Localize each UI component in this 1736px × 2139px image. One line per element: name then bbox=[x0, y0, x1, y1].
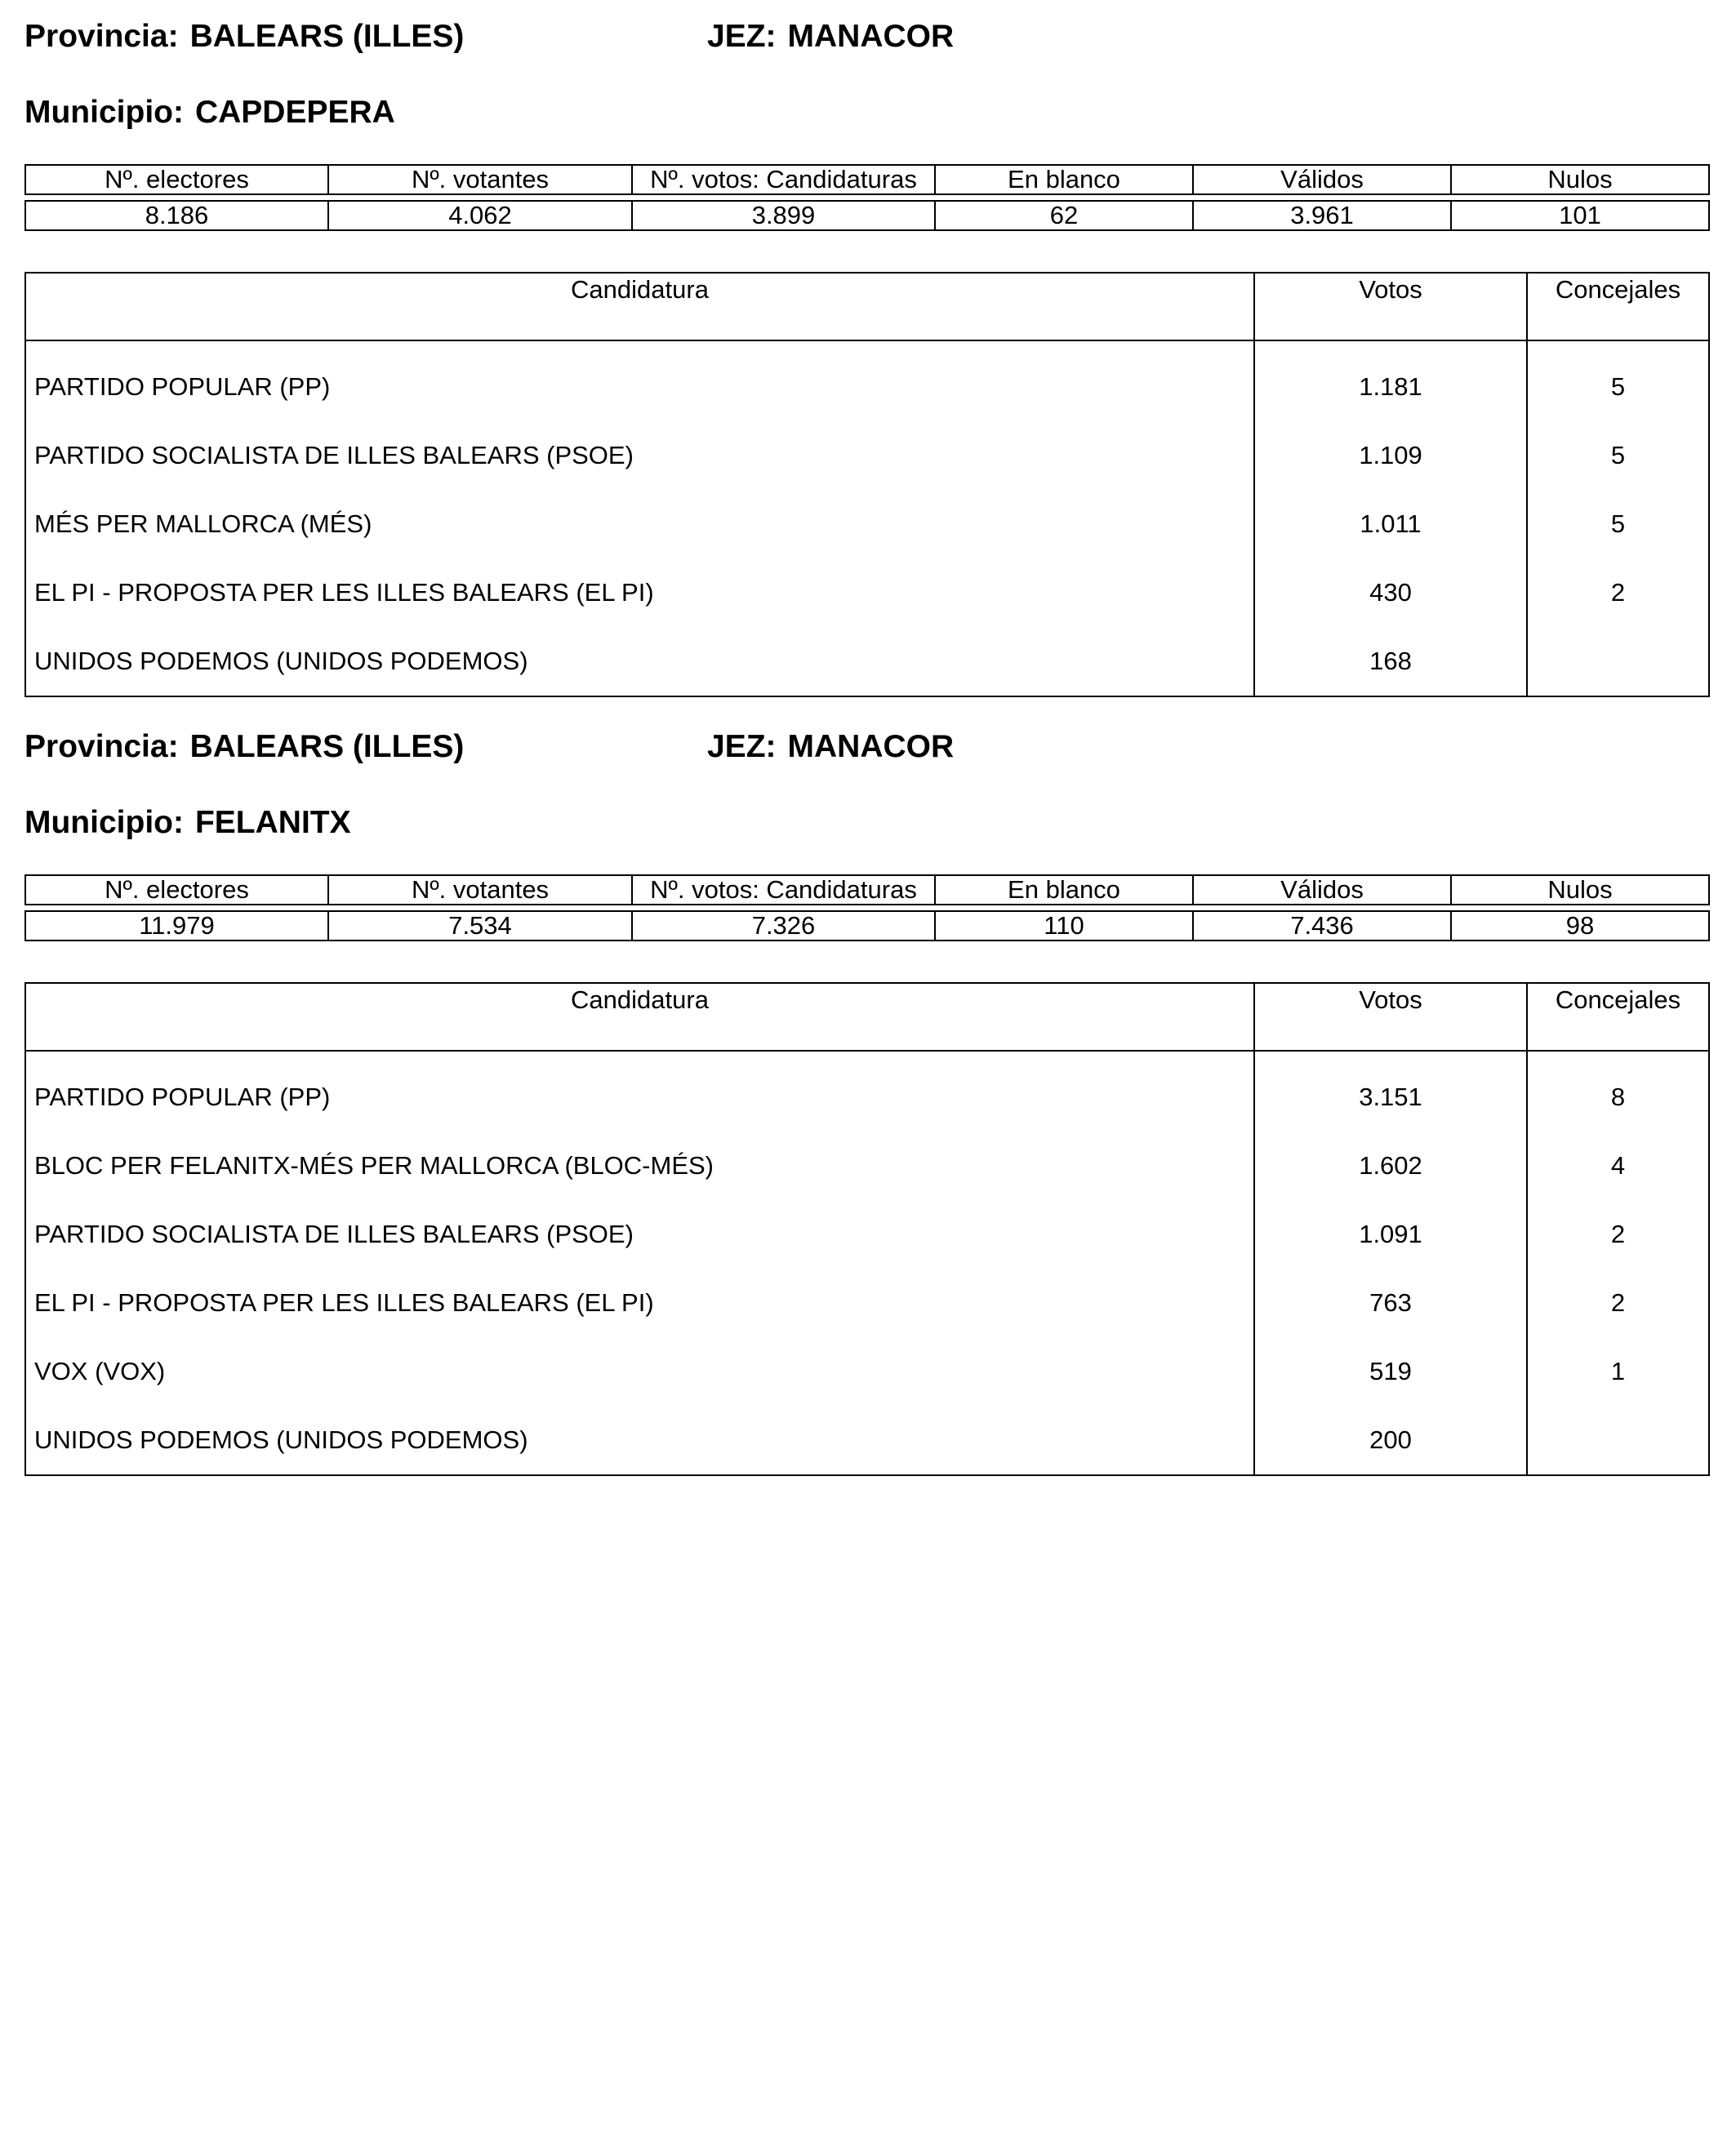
votos-cell: 1.109 bbox=[1254, 421, 1527, 490]
votos-header: Votos bbox=[1254, 273, 1527, 340]
summary-table bbox=[24, 164, 1710, 231]
candidatura-cell: BLOC PER FELANITX-MÉS PER MALLORCA (BLOC-MÉS) bbox=[34, 1151, 714, 1180]
concejales-header: Concejales bbox=[1527, 273, 1709, 340]
votos-cell: 519 bbox=[1254, 1337, 1527, 1406]
candidatura-cell: PARTIDO POPULAR (PP) bbox=[34, 372, 331, 401]
municipio-value: FELANITX bbox=[194, 805, 351, 840]
table-row bbox=[25, 1269, 1709, 1337]
concejales-cell: 5 bbox=[1527, 340, 1709, 421]
provincia-value: BALEARS (ILLES) bbox=[189, 19, 465, 54]
results-header-row bbox=[25, 273, 1709, 340]
votos-header: Votos bbox=[1254, 983, 1527, 1051]
nulos-value: 101 bbox=[1451, 201, 1709, 230]
concejales-cell: 2 bbox=[1527, 1200, 1709, 1269]
candidatura-cell: PARTIDO SOCIALISTA DE ILLES BALEARS (PSOE) bbox=[34, 441, 634, 469]
concejales-header: Concejales bbox=[1527, 983, 1709, 1051]
table-row bbox=[25, 627, 1709, 696]
electores-value: 11.979 bbox=[25, 911, 328, 941]
concejales-cell bbox=[1527, 627, 1709, 696]
candidatura-cell: EL PI - PROPOSTA PER LES ILLES BALEARS (EL PI) bbox=[34, 1288, 654, 1317]
summary-header-cell: Nº. votos: Candidaturas bbox=[632, 875, 935, 905]
votos-cell: 200 bbox=[1254, 1406, 1527, 1475]
municipio-line bbox=[24, 804, 351, 842]
candidatura-cell: UNIDOS PODEMOS (UNIDOS PODEMOS) bbox=[34, 647, 528, 675]
votantes-value: 7.534 bbox=[328, 911, 632, 941]
table-row bbox=[25, 340, 1709, 421]
summary-header-cell: Nulos bbox=[1451, 165, 1709, 194]
votos-cell: 1.602 bbox=[1254, 1132, 1527, 1200]
electores-value: 8.186 bbox=[25, 201, 328, 230]
en-blanco-value: 110 bbox=[935, 911, 1193, 941]
provincia-line bbox=[24, 18, 464, 56]
summary-header-cell: Válidos bbox=[1193, 875, 1451, 905]
jez-line bbox=[707, 728, 954, 766]
table-row bbox=[25, 558, 1709, 627]
concejales-cell: 2 bbox=[1527, 1269, 1709, 1337]
results-table bbox=[24, 272, 1710, 697]
summary-header-cell: Nº. votantes bbox=[328, 165, 632, 194]
jez-value: MANACOR bbox=[787, 729, 955, 764]
votos-cell: 3.151 bbox=[1254, 1051, 1527, 1132]
votos-cell: 1.011 bbox=[1254, 490, 1527, 558]
votos-cell: 763 bbox=[1254, 1269, 1527, 1337]
nulos-value: 98 bbox=[1451, 911, 1709, 941]
table-row bbox=[25, 421, 1709, 490]
table-row bbox=[25, 1406, 1709, 1475]
municipio-label: Municipio: bbox=[24, 805, 184, 840]
provincia-line bbox=[24, 728, 464, 766]
summary-header-cell: Nº. votos: Candidaturas bbox=[632, 165, 935, 194]
provincia-label: Provincia: bbox=[24, 19, 179, 54]
candidatura-cell: PARTIDO SOCIALISTA DE ILLES BALEARS (PSOE) bbox=[34, 1220, 634, 1248]
summary-header-cell: Nº. electores bbox=[25, 875, 328, 905]
table-row bbox=[25, 490, 1709, 558]
table-row bbox=[25, 1051, 1709, 1132]
summary-header-cell: Nulos bbox=[1451, 875, 1709, 905]
summary-header-row bbox=[25, 165, 1709, 194]
concejales-cell: 4 bbox=[1527, 1132, 1709, 1200]
table-row bbox=[25, 1200, 1709, 1269]
concejales-cell: 1 bbox=[1527, 1337, 1709, 1406]
jez-label: JEZ: bbox=[707, 19, 777, 54]
votantes-value: 4.062 bbox=[328, 201, 632, 230]
votos-candidaturas-value: 3.899 bbox=[632, 201, 935, 230]
concejales-cell bbox=[1527, 1406, 1709, 1475]
validos-value: 7.436 bbox=[1193, 911, 1451, 941]
municipio-line bbox=[24, 94, 395, 131]
candidatura-header: Candidatura bbox=[25, 273, 1254, 340]
candidatura-header: Candidatura bbox=[25, 983, 1254, 1051]
candidatura-cell: EL PI - PROPOSTA PER LES ILLES BALEARS (EL PI) bbox=[34, 578, 654, 607]
jez-line bbox=[707, 18, 954, 56]
provincia-value: BALEARS (ILLES) bbox=[189, 729, 465, 764]
candidatura-cell: MÉS PER MALLORCA (MÉS) bbox=[34, 509, 372, 538]
votos-candidaturas-value: 7.326 bbox=[632, 911, 935, 941]
candidatura-cell: VOX (VOX) bbox=[34, 1357, 166, 1385]
summary-value-row bbox=[25, 911, 1709, 941]
summary-header-cell: En blanco bbox=[935, 165, 1193, 194]
summary-header-cell: En blanco bbox=[935, 875, 1193, 905]
votos-cell: 168 bbox=[1254, 627, 1527, 696]
summary-header-cell: Nº. electores bbox=[25, 165, 328, 194]
summary-header-cell: Válidos bbox=[1193, 165, 1451, 194]
candidatura-cell: PARTIDO POPULAR (PP) bbox=[34, 1083, 331, 1111]
results-table bbox=[24, 982, 1710, 1476]
votos-cell: 430 bbox=[1254, 558, 1527, 627]
provincia-label: Provincia: bbox=[24, 729, 179, 764]
table-row bbox=[25, 1132, 1709, 1200]
candidatura-cell: UNIDOS PODEMOS (UNIDOS PODEMOS) bbox=[34, 1425, 528, 1454]
results-header-row bbox=[25, 983, 1709, 1051]
validos-value: 3.961 bbox=[1193, 201, 1451, 230]
jez-label: JEZ: bbox=[707, 729, 777, 764]
summary-table bbox=[24, 874, 1710, 941]
concejales-cell: 8 bbox=[1527, 1051, 1709, 1132]
concejales-cell: 5 bbox=[1527, 421, 1709, 490]
municipio-value: CAPDEPERA bbox=[194, 95, 395, 130]
summary-value-row bbox=[25, 201, 1709, 230]
concejales-cell: 5 bbox=[1527, 490, 1709, 558]
jez-value: MANACOR bbox=[787, 19, 955, 54]
votos-cell: 1.181 bbox=[1254, 340, 1527, 421]
table-row bbox=[25, 1337, 1709, 1406]
summary-header-row bbox=[25, 875, 1709, 905]
votos-cell: 1.091 bbox=[1254, 1200, 1527, 1269]
concejales-cell: 2 bbox=[1527, 558, 1709, 627]
municipio-label: Municipio: bbox=[24, 95, 184, 130]
en-blanco-value: 62 bbox=[935, 201, 1193, 230]
summary-header-cell: Nº. votantes bbox=[328, 875, 632, 905]
